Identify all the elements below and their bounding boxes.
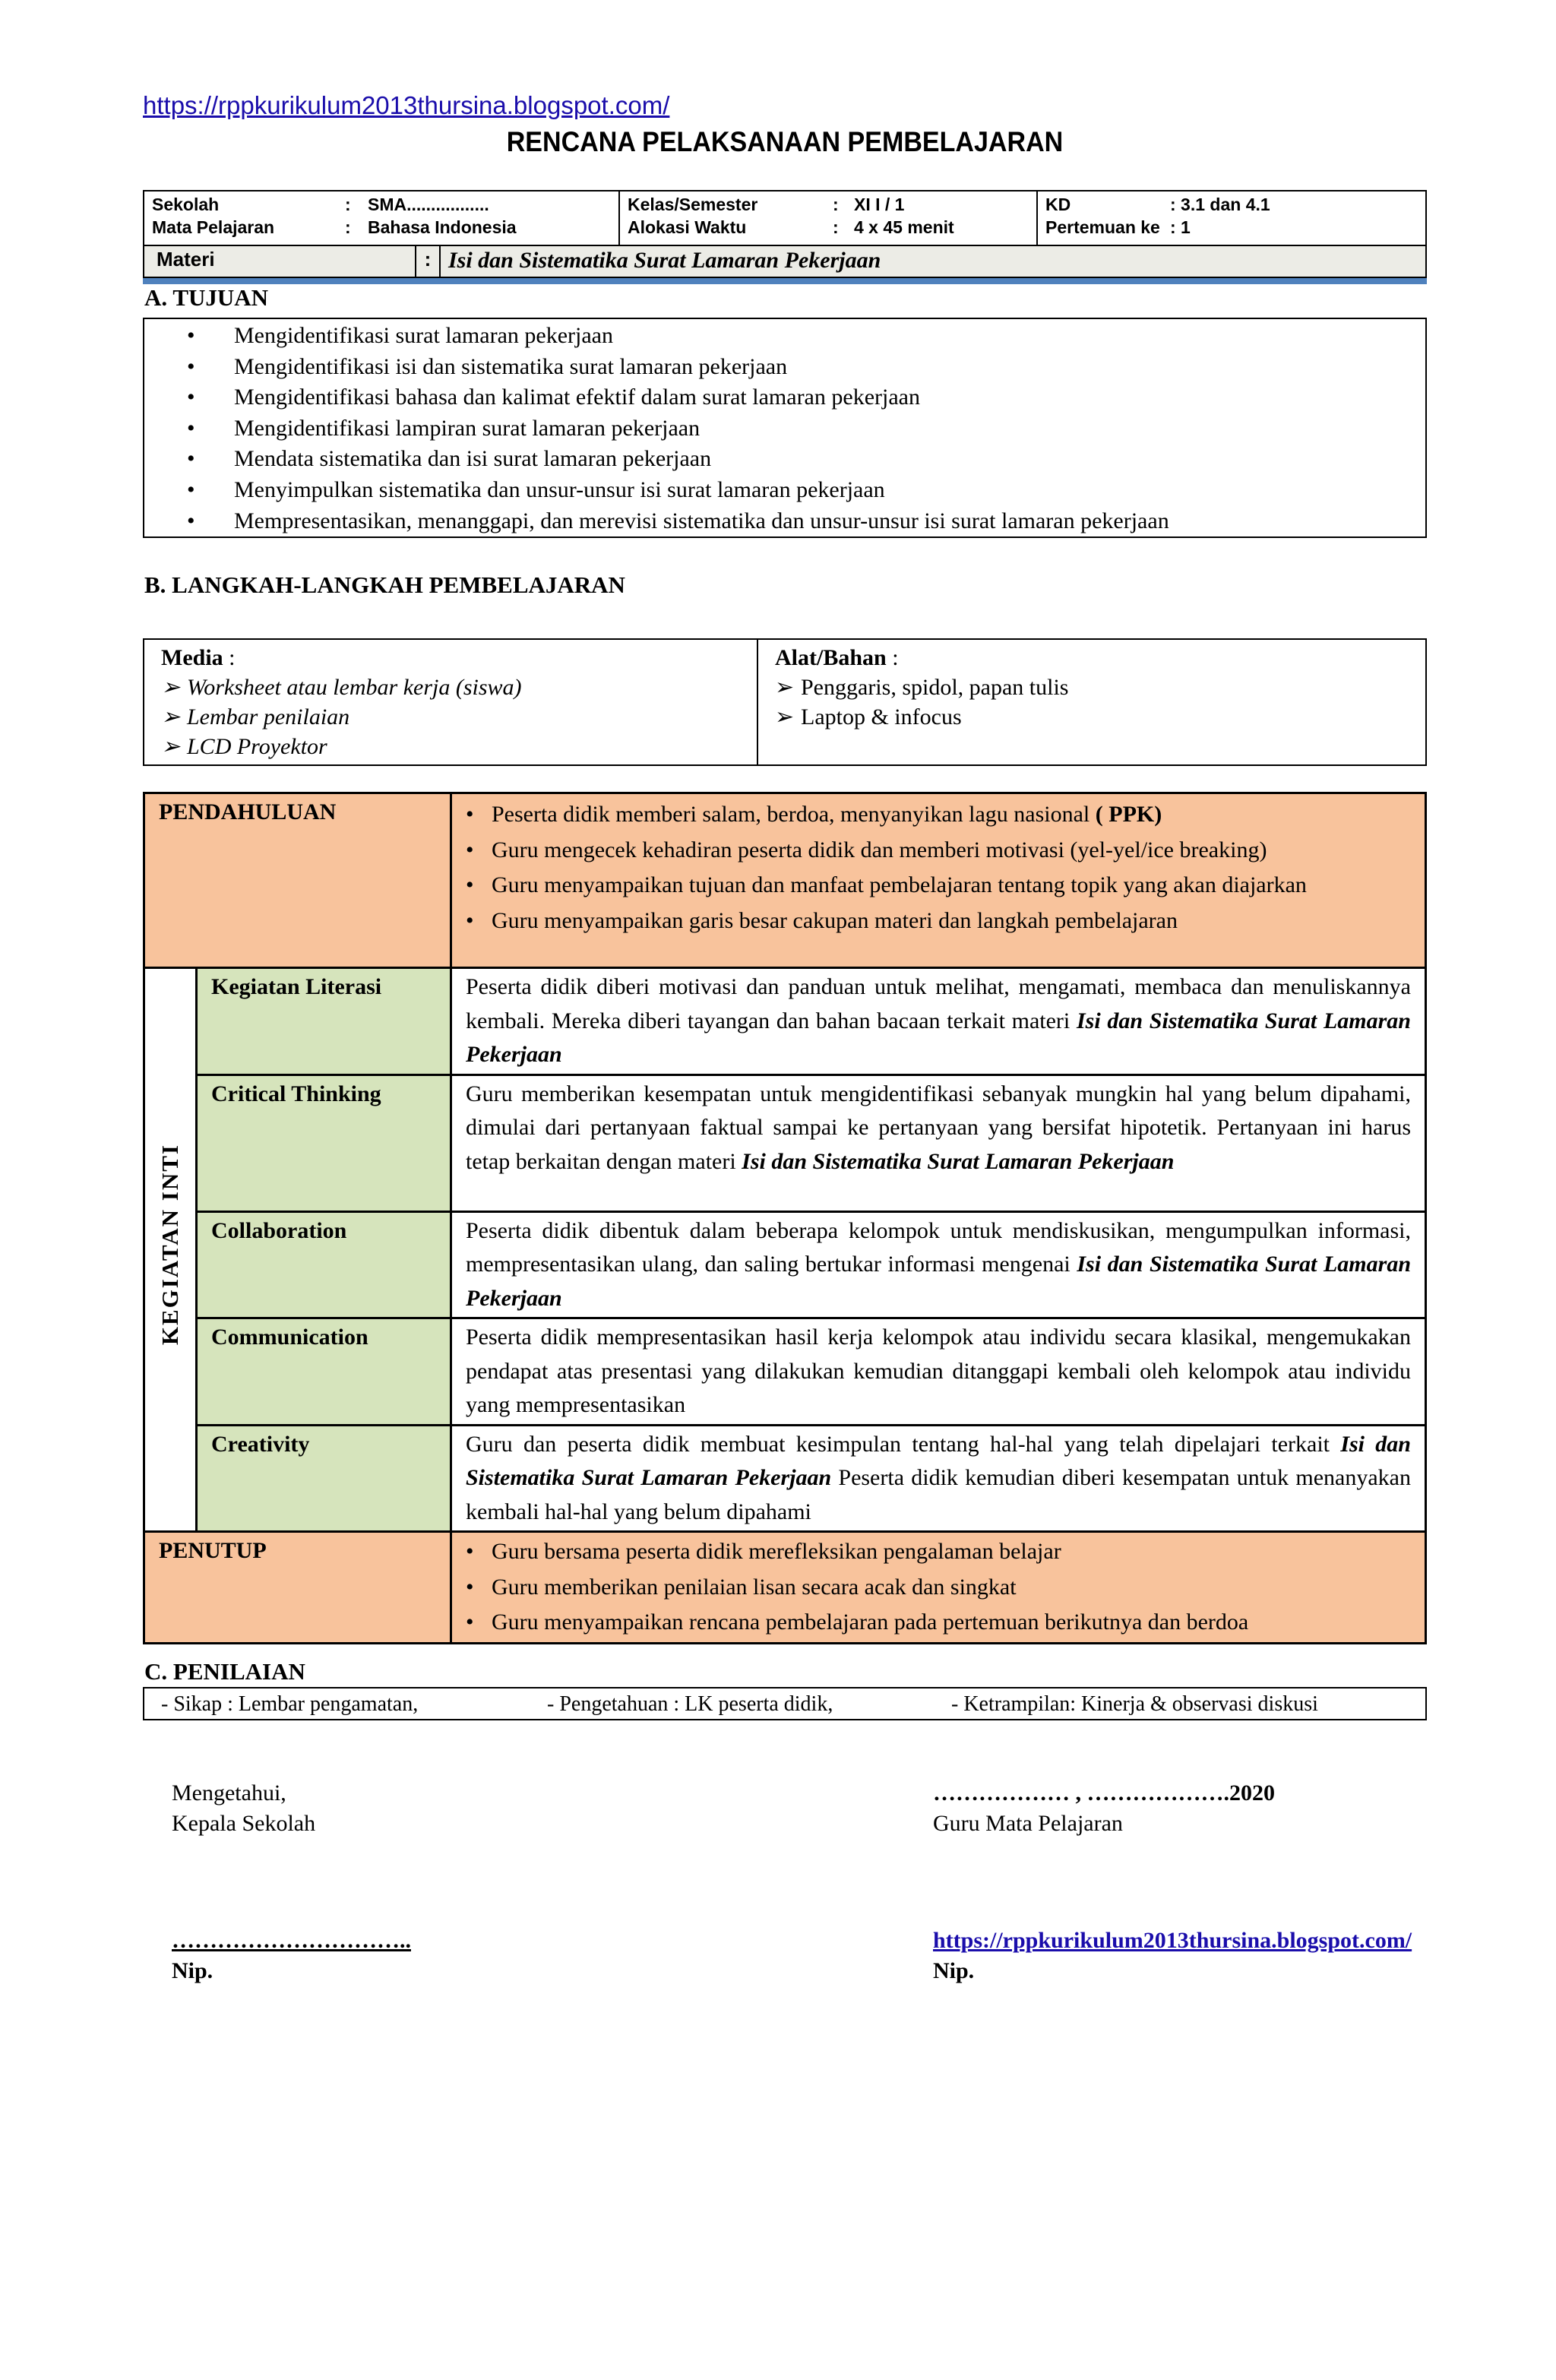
- materi-value: Isi dan Sistematika Surat Lamaran Pekerjaan: [440, 245, 1426, 277]
- signature-right: [933, 1778, 1412, 1986]
- penutup-content: [451, 1532, 1426, 1644]
- media-suffix: :: [223, 645, 236, 670]
- inti-row: [144, 968, 1426, 1075]
- date-line: ……………… , ……………….2020: [933, 1780, 1275, 1806]
- pendahuluan-item: • Guru menyampaikan tujuan dan manfaat pembelajaran tentang topik yang akan diajarkan: [452, 868, 1425, 904]
- arrow-icon: ➢: [161, 704, 181, 730]
- tujuan-item: • Mengidentifikasi surat lamaran pekerjaan: [144, 321, 1425, 352]
- pertemuan-value: : 1: [1170, 217, 1191, 237]
- alat-item: Laptop & infocus: [801, 704, 962, 730]
- guru-text: Guru Mata Pelajaran: [933, 1811, 1123, 1836]
- kelas-label: Kelas/Semester: [628, 195, 758, 214]
- langkah-heading: B. LANGKAH-LANGKAH PEMBELAJARAN: [144, 571, 625, 598]
- colon: :: [345, 217, 351, 237]
- inti-label: Kegiatan Literasi: [197, 968, 451, 1075]
- tujuan-item: • Mengidentifikasi lampiran surat lamaran pekerjaan: [144, 413, 1425, 445]
- tujuan-box: [143, 318, 1427, 538]
- signature-left: [172, 1778, 411, 1986]
- pendahuluan-item: • Guru mengecek kehadiran peserta didik dan memberi motivasi (yel-yel/ice breaking): [452, 833, 1425, 869]
- penilaian-keterampilan: - Ketrampilan: Kinerja & observasi diskusi: [951, 1692, 1318, 1716]
- page-title: RENCANA PELAKSANAAN PEMBELAJARAN: [506, 126, 1064, 157]
- colon: :: [833, 195, 839, 214]
- inti-row: [144, 1425, 1426, 1532]
- media-alat-table: [143, 638, 1427, 766]
- alat-suffix: :: [886, 645, 899, 670]
- colon: :: [833, 217, 839, 237]
- top-url-link[interactable]: https://rppkurikulum2013thursina.blogspot.com/: [143, 91, 670, 119]
- inti-label: Critical Thinking: [197, 1074, 451, 1211]
- pendahuluan-label: PENDAHULUAN: [144, 793, 451, 968]
- pertemuan-label: Pertemuan ke: [1045, 217, 1160, 237]
- guru-nip: Nip.: [933, 1958, 975, 1983]
- arrow-icon: ➢: [161, 734, 181, 759]
- inti-text: Guru memberikan kesempatan untuk mengidentifikasi sebanyak mungkin hal yang belum dipahami, dimulai dari pertanyaan faktual sampai ke pertanyaan yang bersifat hipotetik. Pertanyaan ini harus tetap berkaitan dengan materi Isi dan Sistematika Surat Lamaran Pekerjaan: [451, 1074, 1426, 1211]
- inti-text: Peserta didik mempresentasikan hasil kerja kelompok atau individu secara klasikal, mengemukakan pendapat atas presentasi yang dilakukan kemudian ditanggapi kembali oleh kelompok atau individu yang mempresentasikan: [451, 1318, 1426, 1426]
- inti-row: [144, 1074, 1426, 1211]
- penutup-item: • Guru memberikan penilaian lisan secara acak dan singkat: [452, 1570, 1425, 1606]
- sekolah-label: Sekolah: [152, 195, 220, 214]
- ppk-tag: ( PPK): [1090, 802, 1162, 827]
- pendahuluan-row: [144, 793, 1426, 968]
- alat-cell: [757, 639, 1426, 765]
- alat-label: Alat/Bahan: [775, 645, 887, 670]
- penutup-label: PENUTUP: [144, 1532, 451, 1644]
- tujuan-list: [144, 321, 1425, 536]
- info-block: [143, 190, 1427, 284]
- kepala-sekolah-text: Kepala Sekolah: [172, 1811, 316, 1836]
- media-item: Lembar penilaian: [187, 704, 350, 730]
- tujuan-item: • Mengidentifikasi bahasa dan kalimat efektif dalam surat lamaran pekerjaan: [144, 382, 1425, 413]
- arrow-icon: ➢: [161, 675, 181, 700]
- pendahuluan-item: • Peserta didik memberi salam, berdoa, menyanyikan lagu nasional ( PPK): [452, 797, 1425, 833]
- pendahuluan-item: • Guru menyampaikan garis besar cakupan materi dan langkah pembelajaran: [452, 904, 1425, 939]
- media-cell: [144, 639, 757, 765]
- inti-row: [144, 1318, 1426, 1426]
- guru-url-link[interactable]: https://rppkurikulum2013thursina.blogspot.com/: [933, 1928, 1412, 1953]
- mapel-value: Bahasa Indonesia: [368, 217, 517, 237]
- penilaian-sikap: - Sikap : Lembar pengamatan,: [161, 1692, 419, 1716]
- penilaian-heading: C. PENILAIAN: [144, 1658, 305, 1685]
- media-item: LCD Proyektor: [187, 734, 327, 759]
- inti-text: Peserta didik diberi motivasi dan panduan untuk melihat, mengamati, membaca dan menuliskannya kembali. Mereka diberi tayangan dan bahan bacaan terkait materi Isi dan Sistematika Surat Lamaran Pekerjaan: [451, 968, 1426, 1075]
- alokasi-value: 4 x 45 menit: [854, 217, 954, 237]
- materi-row: [143, 245, 1427, 278]
- alokasi-label: Alokasi Waktu: [628, 217, 747, 237]
- tujuan-item: • Mendata sistematika dan isi surat lamaran pekerjaan: [144, 444, 1425, 475]
- penilaian-box: [143, 1687, 1427, 1720]
- mengetahui-text: Mengetahui,: [172, 1780, 286, 1806]
- sekolah-value: SMA.................: [368, 195, 489, 214]
- colon: :: [345, 195, 351, 214]
- inti-label: Collaboration: [197, 1211, 451, 1318]
- kd-label: KD: [1045, 195, 1071, 214]
- inti-row: [144, 1211, 1426, 1318]
- media-label: Media: [161, 645, 223, 670]
- kelas-value: XI I / 1: [854, 195, 905, 214]
- info-table: [143, 190, 1427, 246]
- inti-text: Peserta didik dibentuk dalam beberapa kelompok untuk mendiskusikan, mengumpulkan informasi, mempresentasikan ulang, dan saling bertukar informasi mengenai Isi dan Sistematika Surat Lamaran Pekerjaan: [451, 1211, 1426, 1318]
- kegiatan-inti-label: KEGIATAN INTI: [156, 1144, 183, 1346]
- materi-underline: [143, 278, 1427, 284]
- materi-colon: :: [416, 245, 440, 277]
- arrow-icon: ➢: [775, 675, 795, 700]
- penutup-row: [144, 1532, 1426, 1644]
- activity-table: [143, 792, 1427, 1644]
- penilaian-pengetahuan: - Pengetahuan : LK peserta didik,: [547, 1692, 833, 1716]
- inti-label: Communication: [197, 1318, 451, 1426]
- media-item: Worksheet atau lembar kerja (siswa): [187, 675, 522, 700]
- penutup-item: • Guru bersama peserta didik merefleksikan pengalaman belajar: [452, 1534, 1425, 1570]
- tujuan-heading: A. TUJUAN: [144, 284, 269, 311]
- arrow-icon: ➢: [775, 704, 795, 730]
- tujuan-item: • Menyimpulkan sistematika dan unsur-unsur isi surat lamaran pekerjaan: [144, 475, 1425, 506]
- inti-label: Creativity: [197, 1425, 451, 1532]
- materi-label: Materi: [144, 245, 416, 277]
- alat-item: Penggaris, spidol, papan tulis: [801, 675, 1069, 700]
- tujuan-item: • Mempresentasikan, menanggapi, dan merevisi sistematika dan unsur-unsur isi surat lamaran pekerjaan: [144, 506, 1425, 537]
- kepala-signature-line: …………………………..: [172, 1928, 411, 1953]
- kepala-nip: Nip.: [172, 1958, 213, 1983]
- kegiatan-inti-label-cell: [144, 968, 197, 1532]
- kd-value: : 3.1 dan 4.1: [1170, 195, 1270, 214]
- tujuan-item: • Mengidentifikasi isi dan sistematika surat lamaran pekerjaan: [144, 352, 1425, 383]
- inti-text: Guru dan peserta didik membuat kesimpulan tentang hal-hal yang telah dipelajari terkait Isi dan Sistematika Surat Lamaran Pekerjaan Peserta didik kemudian diberi kesempatan untuk menanyakan kembali hal-hal yang belum dipahami: [451, 1425, 1426, 1532]
- penutup-item: • Guru menyampaikan rencana pembelajaran pada pertemuan berikutnya dan berdoa: [452, 1605, 1425, 1641]
- mapel-label: Mata Pelajaran: [152, 217, 275, 237]
- pendahuluan-content: [451, 793, 1426, 968]
